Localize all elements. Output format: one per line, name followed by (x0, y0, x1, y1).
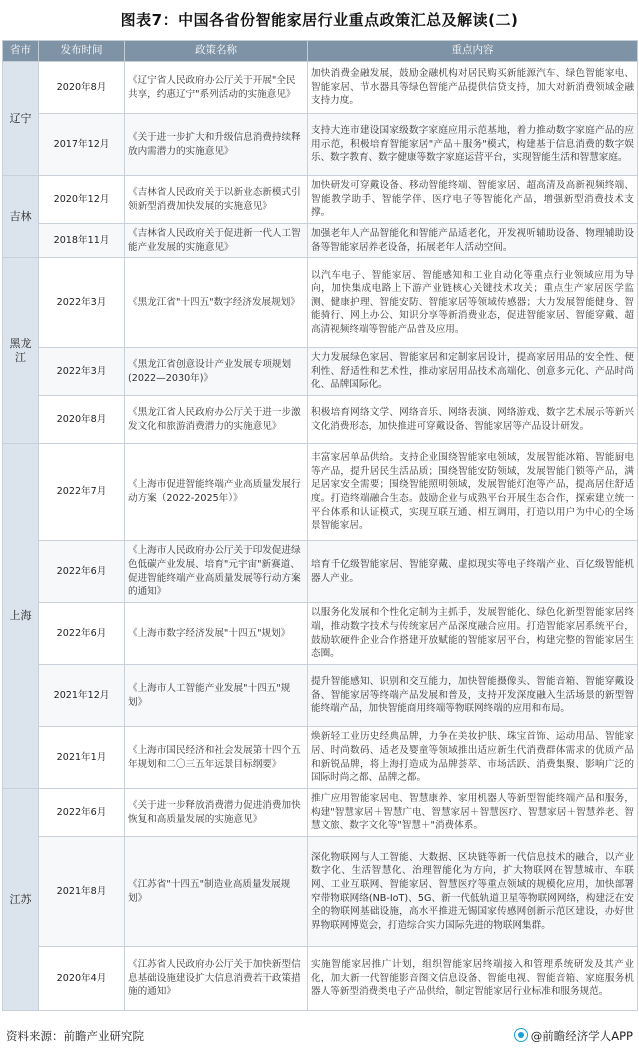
date-cell: 2020年8月 (39, 62, 125, 114)
content-cell: 深化物联网与人工智能、大数据、区块链等新一代信息技术的融合，以产业数字化、生活智慧化、治理智能化为方向，扩大物联网在智慧城市、车联网、工业互联网、智能家居、智慧医疗等重点领域的规模化应用，加快部署窄带物联网络(NB-IoT)、5G、新一代低轨道卫星等物联网网络，构建泛在安全的物联网基础设施，高水平推进无锡国家传感网创新示范区建设，办好世界物联网博览会，打造综合实力国际先进的物联网集群。 (308, 837, 638, 947)
content-cell: 培育千亿级智能家居、智能穿戴、虚拟现实等电子终端产业、百亿级智能机器人产业。 (308, 541, 638, 603)
date-cell: 2020年12月 (39, 176, 125, 224)
policy-name-cell: 《上海市促进智能终端产业高质量发展行动方案（2022-2025年）》 (125, 444, 308, 541)
policy-name-cell: 《上海市国民经济和社会发展第十四个五年规划和二〇三五年远景目标纲要》 (125, 727, 308, 789)
policy-name-cell: 《上海市人工智能产业发展"十四五"规划》 (125, 665, 308, 727)
content-cell: 以服务化发展和个性化定制为主抓手，发展智能化、绿色化新型智能家居终端，推动数字技术与传统家居产品深度融合应用。打造智能家居系统平台，鼓励软硬件企业合作搭建开放赋能的智能家居平台，构建完整的智能家居生态圈。 (308, 603, 638, 665)
policy-table (2, 40, 638, 1011)
header-key-content: 重点内容 (308, 41, 638, 62)
table-row (3, 258, 638, 348)
content-cell: 推广应用智能家居电、智慧康养、家用机器人等新型智能终端产品和服务，构建"智慧家居＋智慧广电、智慧家居＋智慧医疗、智慧家居＋智慧养老、智慧文旅、数字文化等"智慧＋"消费体系。 (308, 789, 638, 837)
date-cell: 2021年1月 (39, 727, 125, 789)
date-cell: 2022年7月 (39, 444, 125, 541)
province-cell: 辽宁 (3, 62, 39, 176)
date-cell: 2021年12月 (39, 665, 125, 727)
table-row (3, 396, 638, 444)
policy-name-cell: 《关于进一步释放消费潜力促进消费加快恢复和高质量发展的实施意见》 (125, 789, 308, 837)
province-cell: 上海 (3, 444, 39, 789)
header-date: 发布时间 (39, 41, 125, 62)
date-cell: 2021年8月 (39, 837, 125, 947)
date-cell: 2018年11月 (39, 224, 125, 258)
header-policy-name: 政策名称 (125, 41, 308, 62)
table-row (3, 176, 638, 224)
policy-name-cell: 《上海市人民政府办公厅关于印发促进绿色低碳产业发展、培育"元宇宙"新赛道、促进智能终端产业高质量发展等行动方案的通知》 (125, 541, 308, 603)
page-title: 图表7：中国各省份智能家居行业重点政策汇总及解读(二) (120, 11, 519, 29)
date-cell: 2022年3月 (39, 258, 125, 348)
content-cell: 加快消费金融发展，鼓励金融机构对居民购买新能源汽车、绿色智能家电、智能家居、节水器具等绿色智能产品提供信贷支持，加大对新消费领域金融支持力度。 (308, 62, 638, 114)
date-cell: 2022年6月 (39, 603, 125, 665)
table-row (3, 727, 638, 789)
policy-name-cell: 《江苏省"十四五"制造业高质量发展规划》 (125, 837, 308, 947)
date-cell: 2020年4月 (39, 947, 125, 1011)
content-cell: 加快研发可穿戴设备、移动智能终端、智能家居、超高清及高新视频终端、智能教学助手、智能学伴、医疗电子等智能化产品，增强新型消费技术支撑。 (308, 176, 638, 224)
table-row (3, 62, 638, 114)
table-row (3, 348, 638, 396)
table-row (3, 541, 638, 603)
policy-name-cell: 《辽宁省人民政府办公厅关于开展"全民共享，约惠辽宁"系列活动的实施意见》 (125, 62, 308, 114)
header-province: 省市 (3, 41, 39, 62)
content-cell: 焕新轻工业历史经典品牌，力争在美妆护肤、珠宝首饰、运动用品、智能家居、时尚数码、适老及婴童等领域推出适应新生代消费群体需求的优质产品和新锐品牌，将上海打造成为品牌荟萃、市场活跃、消费集聚、影响广泛的国际时尚之都、品牌之都。 (308, 727, 638, 789)
source-note: 资料来源：前瞻产业研究院 (6, 1029, 144, 1043)
policy-name-cell: 《黑龙江省人民政府办公厅关于进一步激发文化和旅游消费潜力的实施意见》 (125, 396, 308, 444)
province-cell: 黑龙江 (3, 258, 39, 444)
brand-credit (514, 1028, 633, 1044)
province-cell: 江苏 (3, 789, 39, 1011)
table-header-row (3, 41, 638, 62)
content-cell: 提升智能感知、识别和交互能力，加快智能摄像头、智能音箱、智能穿戴设备、智能家居等终端产品发展和普及，支持开发深度融入生活场景的新型智能终端产品，加快智能商用终端等物联网终端的应用和布局。 (308, 665, 638, 727)
policy-name-cell: 《黑龙江省创意设计产业发展专项规划(2022—2030年)》 (125, 348, 308, 396)
content-cell: 以汽车电子、智能家居、智能感知和工业自动化等重点行业领域应用为导向，加快集成电路上下游产业链核心关键技术攻关；重点生产家居医学监测、健康护理、智能安防、智能家居等领域传感器；大力发展智能健身、智能骑行、网上办公、知识分享等新消费业态，促进智能家居、智能穿戴、超高清视频终端等智能产品普及应用。 (308, 258, 638, 348)
policy-name-cell: 《关于进一步扩大和升级信息消费持续释放内需潜力的实施意见》 (125, 114, 308, 176)
policy-name-cell: 《黑龙江省"十四五"数字经济发展规划》 (125, 258, 308, 348)
policy-name-cell: 《江苏省人民政府办公厅关于加快新型信息基础设施建设扩大信息消费若干政策措施的通知》 (125, 947, 308, 1011)
table-row (3, 789, 638, 837)
content-cell: 加强老年人产品智能化和智能产品适老化，开发视听辅助设备、物理辅助设备等智能家居养老设备，拓展老年人活动空间。 (308, 224, 638, 258)
province-cell: 吉林 (3, 176, 39, 258)
content-cell: 大力发展绿色家居、智能家居和定制家居设计，提高家居用品的安全性、便利性、舒适性和艺术性，推动家居用品技术高端化、创意多元化、产品时尚化、品牌国际化。 (308, 348, 638, 396)
policy-name-cell: 《上海市数字经济发展"十四五"规划》 (125, 603, 308, 665)
content-cell: 支持大连市建设国家级数字家庭应用示范基地，着力推动数字家庭产品的应用示范，积极培育智能家居"产品＋服务"模式，构建基于信息消费的数字娱乐、数字教育、数字健康等数字家庭运营平台，实现智能生活和智慧家庭。 (308, 114, 638, 176)
table-row (3, 224, 638, 258)
table-row (3, 665, 638, 727)
table-row (3, 603, 638, 665)
date-cell: 2022年6月 (39, 541, 125, 603)
content-cell: 积极培育网络文学、网络音乐、网络表演、网络游戏、数字艺术展示等新兴文化消费形态，加快推进可穿戴设备、智能家居等产品设计研发。 (308, 396, 638, 444)
brand-logo-icon (514, 1028, 528, 1042)
date-cell: 2022年6月 (39, 789, 125, 837)
date-cell: 2020年8月 (39, 396, 125, 444)
date-cell: 2022年3月 (39, 348, 125, 396)
content-cell: 丰富家居单品供给。支持企业围绕智能家电领域，发展智能冰箱、智能厨电等产品，提升居民生活品质；围绕智能安防领域，发展智能门锁等产品，满足居家安全需要；围绕智能照明领域，发展智能灯泡等产品，提高居住舒适度。打造终端融合生态。鼓励企业与成熟平台开展生态合作，探索建立统一平台体系和认证模式，实现互联互通、相互调用，打造以用户为中心的全场景智能家居。 (308, 444, 638, 541)
footer (0, 1020, 639, 1055)
brand-text: @前瞻经济学人APP (530, 1029, 633, 1043)
date-cell: 2017年12月 (39, 114, 125, 176)
table-row (3, 114, 638, 176)
table-row (3, 947, 638, 1011)
policy-name-cell: 《吉林省人民政府关于以新业态新模式引领新型消费加快发展的实施意见》 (125, 176, 308, 224)
content-cell: 实施智能家居推广计划，组织智能家居终端接入和管理系统研发及其产业化，加大新一代智能影音图文信息设备、智能电视、智能音箱、家庭服务机器人等新型消费类电子产品供给，制定智能家居行业标准和服务规范。 (308, 947, 638, 1011)
table-row (3, 444, 638, 541)
policy-name-cell: 《吉林省人民政府关于促进新一代人工智能产业发展的实施意见》 (125, 224, 308, 258)
table-row (3, 837, 638, 947)
